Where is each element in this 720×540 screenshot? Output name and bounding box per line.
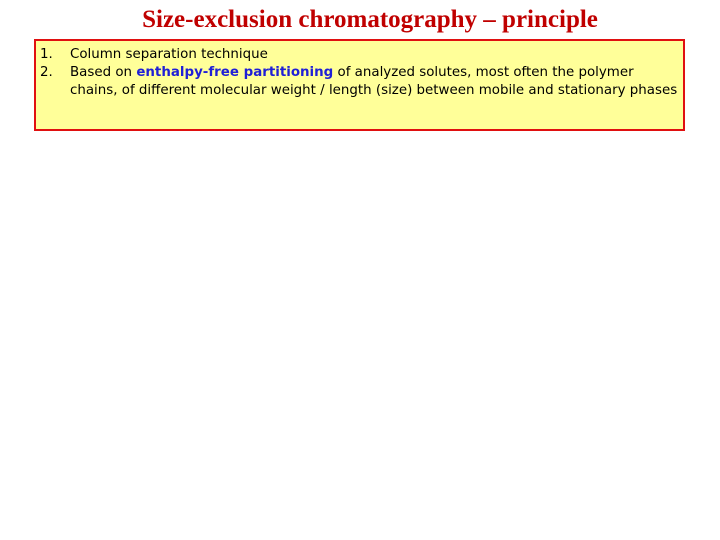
highlighted-term: enthalpy-free partitioning — [136, 65, 334, 80]
slide-title: Size-exclusion chromatography – principle — [142, 6, 598, 33]
principle-callout-box — [34, 39, 685, 131]
list-item-text-before: Based on — [70, 65, 137, 80]
list-item-number: 2. — [40, 65, 53, 80]
principle-list — [40, 46, 680, 100]
list-item-column-separation — [40, 46, 680, 64]
list-item-text: Column separation technique — [70, 47, 268, 62]
list-item-number: 1. — [40, 47, 53, 62]
list-item-text-after: of analyzed solutes, most often the polymer chains, of different molecular weight / length (size) between mobile and stationary phases — [70, 65, 678, 98]
list-item-partitioning — [40, 64, 680, 100]
